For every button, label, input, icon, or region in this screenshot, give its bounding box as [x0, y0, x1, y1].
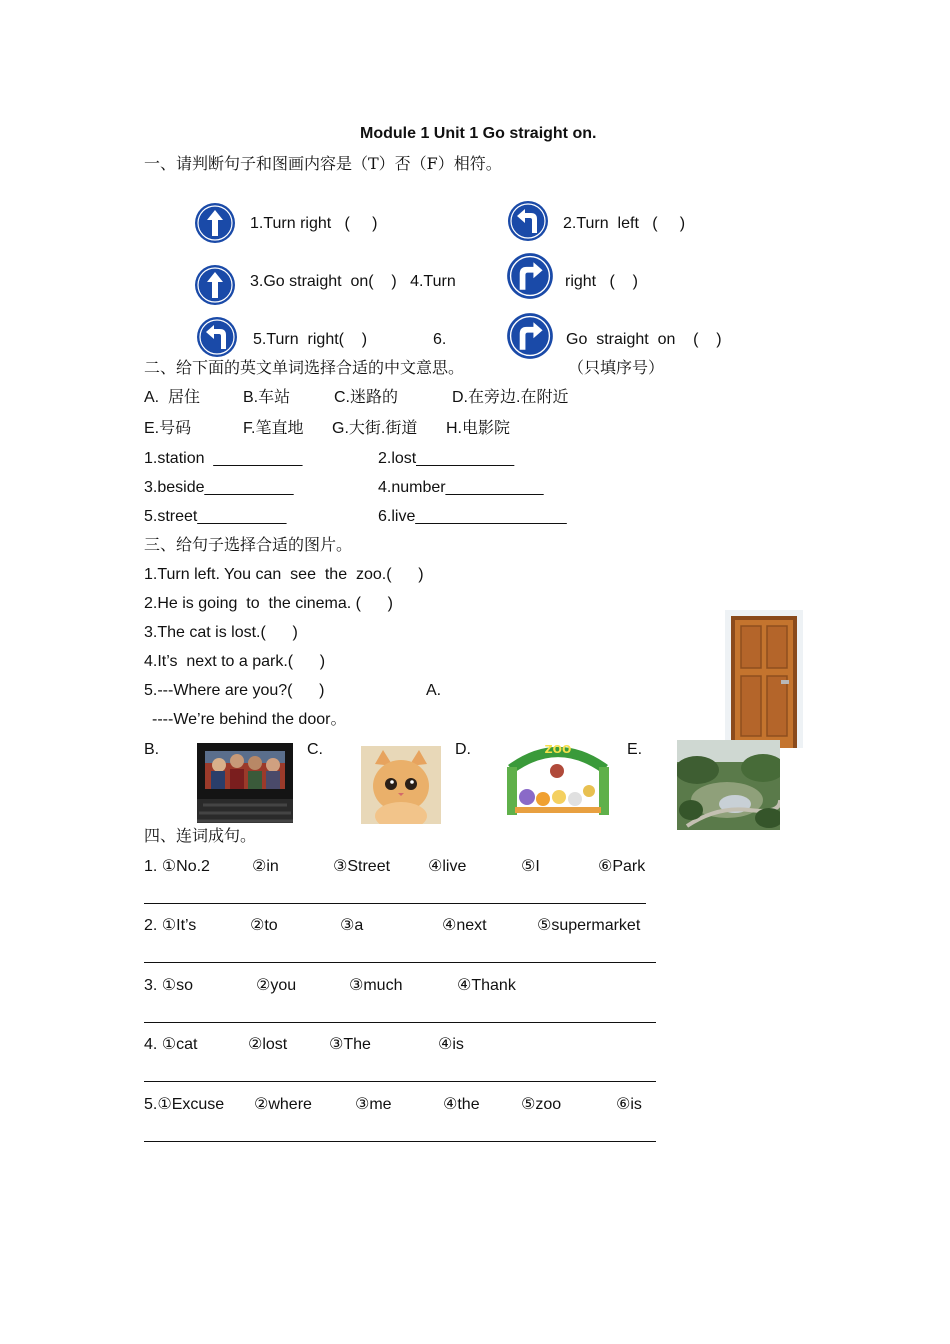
s3-sentence-2: 2.He is going to the cinema. ( ): [144, 595, 393, 612]
s4-row2-word: ⑤supermarket: [537, 917, 641, 934]
s4-row1-word: ⑤I: [521, 858, 540, 875]
s4-row4-word: ②lost: [248, 1036, 288, 1053]
arrow-turn-right-icon: [506, 312, 554, 360]
word-number: 4.number___________: [378, 479, 544, 496]
s4-row4-word: ③The: [329, 1036, 371, 1053]
s3-sentence-5: 5.---Where are you?( ): [144, 682, 325, 699]
s4-row2-word: ④next: [442, 917, 487, 934]
picture-label-b: B.: [144, 741, 160, 758]
section4-heading: 四、连词成句。: [144, 826, 257, 845]
s4-row5-word: ②where: [254, 1096, 312, 1113]
option-h: H.电影院: [446, 420, 511, 437]
s4-row3-word: 3. ①so: [144, 977, 194, 994]
word-lost: 2.lost___________: [378, 450, 515, 467]
picture-label-a: A.: [426, 682, 442, 699]
section1-heading: 一、请判断句子和图画内容是（T）否（F）相符。: [144, 154, 502, 173]
answer-line-5[interactable]: [144, 1141, 656, 1142]
word-live: 6.live_________________: [378, 508, 567, 525]
s4-row5-word: ③me: [355, 1096, 392, 1113]
cinema-picture: [197, 743, 293, 823]
answer-line-1[interactable]: [144, 903, 646, 904]
s1-item-1: 1.Turn right ( ): [250, 215, 378, 232]
s1-item-4-right: right ( ): [565, 273, 638, 290]
s4-row5-word: ⑤zoo: [521, 1096, 562, 1113]
option-b: B.车站: [243, 389, 291, 406]
s4-row1-word: ③Street: [333, 858, 391, 875]
s4-row5-word: ⑥is: [616, 1096, 642, 1113]
s3-sentence-3: 3.The cat is lost.( ): [144, 624, 298, 641]
s1-item-6-text: Go straight on ( ): [566, 331, 722, 348]
picture-label-e: E.: [627, 741, 643, 758]
s4-row3-word: ③much: [349, 977, 403, 994]
option-a: A. 居住: [144, 389, 201, 406]
s3-sentence-4: 4.It’s next to a park.( ): [144, 653, 326, 670]
s4-row5-word: ④the: [443, 1096, 480, 1113]
arrow-up-icon: [194, 264, 236, 306]
arrow-turn-left-icon: [507, 200, 549, 242]
s4-row3-word: ②you: [256, 977, 297, 994]
arrow-turn-left-icon: [196, 316, 238, 358]
s1-item-6: 6.: [433, 331, 447, 348]
s4-row2-word: 2. ①It’s: [144, 917, 197, 934]
s4-row2-word: ②to: [250, 917, 278, 934]
kitten-picture: [361, 746, 441, 824]
answer-line-2[interactable]: [144, 962, 656, 963]
answer-line-3[interactable]: [144, 1022, 656, 1023]
picture-label-d: D.: [455, 741, 471, 758]
s4-row4-word: ④is: [438, 1036, 464, 1053]
s4-row1-word: ⑥Park: [598, 858, 646, 875]
park-picture: [677, 740, 780, 830]
s4-row3-word: ④Thank: [457, 977, 516, 994]
s1-item-5: 5.Turn right( ): [253, 331, 368, 348]
s4-row5-word: 5.①Excuse: [144, 1096, 225, 1113]
picture-label-c: C.: [307, 741, 323, 758]
section2-note: （只填序号）: [568, 358, 665, 377]
zoo-picture: [505, 741, 611, 817]
s4-row1-word: ②in: [252, 858, 279, 875]
answer-line-4[interactable]: [144, 1081, 656, 1082]
option-g: G.大街.街道: [332, 420, 418, 437]
s4-row2-word: ③a: [340, 917, 364, 934]
page-title: Module 1 Unit 1 Go straight on.: [360, 125, 597, 142]
zoo-sign-text: ZOO: [544, 743, 572, 756]
word-station: 1.station __________: [144, 450, 303, 467]
word-beside: 3.beside__________: [144, 479, 294, 496]
s4-row1-word: 1. ①No.2: [144, 858, 210, 875]
word-street: 5.street__________: [144, 508, 287, 525]
option-d: D.在旁边.在附近: [452, 389, 569, 406]
section2-heading: 二、给下面的英文单词选择合适的中文意思。: [144, 358, 465, 377]
option-c: C.迷路的: [334, 389, 399, 406]
s4-row1-word: ④live: [428, 858, 467, 875]
s1-item-2: 2.Turn left ( ): [563, 215, 686, 232]
door-picture: [725, 610, 803, 748]
s3-sentence-5b: ----We’re behind the door。: [152, 711, 347, 728]
s3-sentence-1: 1.Turn left. You can see the zoo.( ): [144, 566, 424, 583]
option-f: F.笔直地: [243, 420, 304, 437]
section3-heading: 三、给句子选择合适的图片。: [144, 535, 353, 554]
option-e: E.号码: [144, 420, 192, 437]
s1-item-3: 3.Go straight on( ) 4.Turn: [250, 273, 456, 290]
arrow-up-icon: [194, 202, 236, 244]
arrow-turn-right-icon: [506, 252, 554, 300]
s4-row4-word: 4. ①cat: [144, 1036, 198, 1053]
